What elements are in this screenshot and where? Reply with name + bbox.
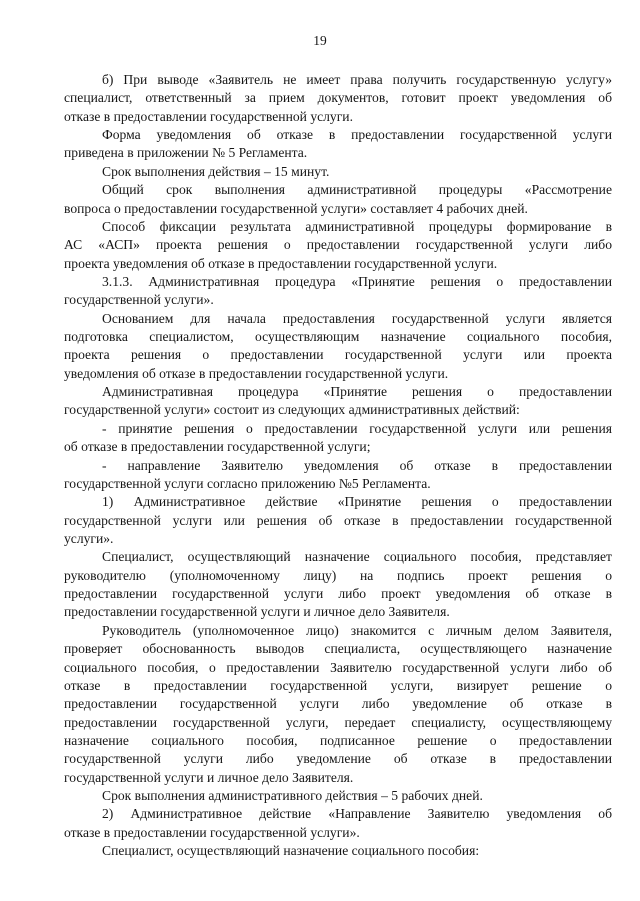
- text-line: приведена в приложении № 5 Регламента.: [64, 145, 308, 161]
- text-line: предоставлении государственной услуги либо проект уведомления об отказе в: [64, 586, 612, 602]
- text-line: подготовка специалистом, осуществляющим назначение социального пособия,: [64, 329, 612, 345]
- text-line: вопроса о предоставлении государственной услуги» составляет 4 рабочих дней.: [64, 200, 528, 216]
- text-line: АС «АСП» проекта решения о предоставлении государственной услуги либо: [64, 237, 612, 253]
- text-line: Общий срок выполнения административной процедуры «Рассмотрение: [102, 182, 612, 198]
- text-line: отказе в предоставлении государственной услуги.: [64, 108, 353, 124]
- text-line: государственной услуги или решения об отказе в предоставлении государственной: [64, 512, 612, 528]
- text-line: 2) Административное действие «Направление Заявителю уведомления об: [102, 806, 612, 822]
- text-line: - принятие решения о предоставлении государственной услуги или решения: [102, 420, 612, 436]
- text-line: Руководитель (уполномоченное лицо) знакомится с личным делом Заявителя,: [102, 622, 612, 638]
- text-line: предоставлении государственной услуги, передает специалисту, осуществляющему: [64, 714, 612, 730]
- text-line: отказе в предоставлении государственной услуги».: [64, 824, 360, 840]
- text-line: Специалист, осуществляющий назначение социального пособия:: [102, 843, 480, 859]
- text-line: об отказе в предоставлении государственной услуги;: [64, 439, 371, 455]
- text-line: Административная процедура «Принятие решения о предоставлении: [102, 384, 612, 400]
- text-line: Срок выполнения административного действия – 5 рабочих дней.: [102, 788, 483, 804]
- text-line: уведомления об отказе в предоставлении государственной услуги.: [64, 365, 449, 381]
- text-line: 1) Административное действие «Принятие решения о предоставлении: [102, 494, 612, 510]
- text-line: предоставлении государственной услуги либо уведомление об отказе в: [64, 696, 612, 712]
- text-line: 3.1.3. Административная процедура «Принятие решения о предоставлении: [102, 273, 612, 289]
- text-line: проекта уведомления об отказе в предоставлении государственной услуги.: [64, 255, 498, 271]
- text-line: Способ фиксации результата административной процедуры формирование в: [102, 218, 612, 234]
- text-line: Специалист, осуществляющий назначение социального пособия, представляет: [102, 549, 612, 565]
- text-line: государственной услуги либо уведомление об отказе в предоставлении: [64, 751, 612, 767]
- text-line: Основанием для начала предоставления государственной услуги является: [102, 310, 612, 326]
- text-line: Срок выполнения действия – 15 минут.: [102, 163, 330, 179]
- text-line: - направление Заявителю уведомления об отказе в предоставлении: [102, 457, 612, 473]
- text-line: проекта решения о предоставлении государственной услуги или проекта: [64, 347, 612, 363]
- page-number: 19: [313, 33, 327, 48]
- text-line: услуги».: [64, 530, 114, 546]
- text-line: назначение социального пособия, подписанное решение о предоставлении: [64, 732, 612, 748]
- text-line: проверяет обоснованность выводов специалиста, осуществляющего назначение: [64, 641, 612, 657]
- text-line: Форма уведомления об отказе в предоставлении государственной услуги: [102, 127, 612, 143]
- text-line: руководителю (уполномоченному лицу) на подпись проект решения о: [64, 567, 612, 583]
- text-line: б) При выводе «Заявитель не имеет права получить государственную услугу»: [102, 72, 612, 87]
- text-line: специалист, ответственный за прием документов, готовит проект уведомления об: [64, 90, 612, 106]
- text-line: социального пособия, о предоставлении Заявителю государственной услуги либо об: [64, 659, 612, 675]
- text-line: отказе в предоставлении государственной услуги, визирует решение о: [64, 677, 612, 693]
- text-line: государственной услуги».: [64, 292, 214, 308]
- text-line: предоставлении государственной услуги и личное дело Заявителя.: [64, 604, 450, 620]
- text-line: государственной услуги» состоит из следующих административных действий:: [64, 402, 520, 418]
- text-line: государственной услуги согласно приложению №5 Регламента.: [64, 475, 431, 491]
- text-line: государственной услуги и личное дело Заявителя.: [64, 769, 354, 785]
- body-text: [64, 71, 612, 860]
